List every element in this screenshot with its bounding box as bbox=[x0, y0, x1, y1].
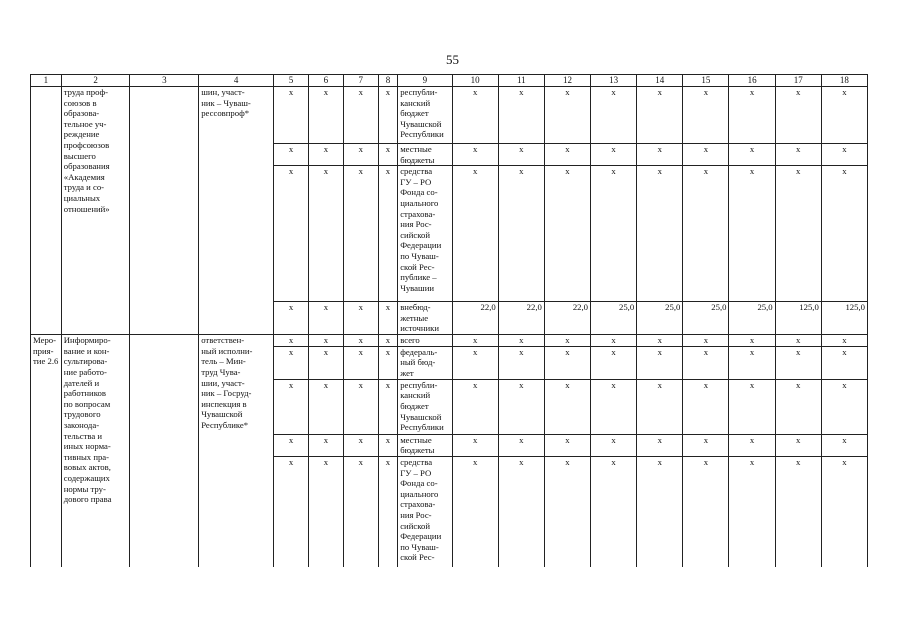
code-cell: x bbox=[274, 346, 309, 379]
value-cell: x bbox=[544, 456, 590, 567]
code-cell: x bbox=[308, 87, 343, 144]
cell-line: реждение bbox=[63, 129, 100, 140]
cell-line: прия- bbox=[33, 345, 54, 356]
column-header: 7 bbox=[343, 75, 378, 87]
cell-line: средства bbox=[400, 166, 433, 177]
cell-line: ный исполни- bbox=[201, 345, 253, 356]
column-header: 13 bbox=[591, 75, 637, 87]
value-cell: x bbox=[821, 456, 867, 567]
cell-line: Чувашской bbox=[400, 118, 442, 129]
value-cell: x bbox=[452, 379, 498, 434]
value-cell: x bbox=[452, 144, 498, 166]
code-cell: x bbox=[274, 456, 309, 567]
code-cell: x bbox=[343, 346, 378, 379]
column-header: 3 bbox=[130, 75, 199, 87]
cell-line: сийской bbox=[400, 520, 430, 531]
code-cell: x bbox=[343, 166, 378, 302]
value-cell: x bbox=[729, 456, 775, 567]
cell-line: федераль- bbox=[400, 346, 438, 357]
value-cell: 22,0 bbox=[498, 302, 544, 335]
cell-line: Чувашской bbox=[400, 411, 442, 422]
cell-line: циального bbox=[400, 488, 439, 499]
value-cell: x bbox=[729, 434, 775, 456]
value-cell: x bbox=[544, 379, 590, 434]
value-cell: 22,0 bbox=[544, 302, 590, 335]
cell-line: тель – Мин- bbox=[201, 356, 246, 367]
value-cell: x bbox=[775, 434, 821, 456]
code-cell: x bbox=[274, 166, 309, 302]
cell-line: Чувашской bbox=[201, 409, 243, 420]
value-cell: x bbox=[729, 335, 775, 347]
cell-line: ния Рос- bbox=[400, 509, 432, 520]
value-cell: x bbox=[452, 87, 498, 144]
cell-line: вание и кон- bbox=[63, 345, 110, 356]
program-measures-table bbox=[30, 74, 868, 567]
code-cell: x bbox=[308, 144, 343, 166]
cell-line: ответствен- bbox=[201, 335, 245, 346]
value-cell: x bbox=[775, 379, 821, 434]
funding-source-cell bbox=[398, 87, 452, 144]
code-cell: x bbox=[343, 302, 378, 335]
code-cell: x bbox=[343, 87, 378, 144]
cell-line: Информиро- bbox=[63, 335, 111, 346]
cell-line: трудового bbox=[63, 409, 101, 420]
value-cell: 25,0 bbox=[729, 302, 775, 335]
value-cell: x bbox=[591, 379, 637, 434]
code-cell: x bbox=[378, 335, 397, 347]
value-cell: x bbox=[452, 346, 498, 379]
cell-line: труд Чува- bbox=[201, 366, 241, 377]
code-cell: x bbox=[308, 166, 343, 302]
cell-line: местные bbox=[400, 434, 432, 445]
cell-line: источники bbox=[400, 323, 440, 334]
value-cell: 125,0 bbox=[821, 302, 867, 335]
cell-line: жетные bbox=[400, 312, 429, 323]
cell-line: ник – Госруд- bbox=[201, 388, 252, 399]
value-cell: x bbox=[452, 166, 498, 302]
code-cell: x bbox=[343, 434, 378, 456]
code-cell: x bbox=[378, 87, 397, 144]
cell-line: сультирова- bbox=[63, 356, 108, 367]
value-cell: x bbox=[821, 166, 867, 302]
cell-line: Федерации bbox=[400, 531, 442, 542]
value-cell: x bbox=[544, 346, 590, 379]
cell-line: образова- bbox=[63, 108, 100, 119]
cell-line: бюджет bbox=[400, 400, 429, 411]
cell-line: Фонда со- bbox=[400, 478, 438, 489]
cell-line: республи- bbox=[400, 87, 438, 97]
column-header: 6 bbox=[308, 75, 343, 87]
value-cell: 25,0 bbox=[683, 302, 729, 335]
value-cell: x bbox=[683, 87, 729, 144]
code-cell: x bbox=[343, 335, 378, 347]
value-cell: x bbox=[637, 87, 683, 144]
code-cell: x bbox=[308, 379, 343, 434]
code-cell: x bbox=[378, 456, 397, 567]
code-cell: x bbox=[378, 144, 397, 166]
value-cell: 22,0 bbox=[452, 302, 498, 335]
cell-line: ния Рос- bbox=[400, 219, 432, 230]
value-cell: x bbox=[683, 335, 729, 347]
column-header: 5 bbox=[274, 75, 309, 87]
code-cell: x bbox=[274, 144, 309, 166]
value-cell: x bbox=[683, 346, 729, 379]
value-cell: x bbox=[591, 456, 637, 567]
page-number: 55 bbox=[446, 52, 459, 67]
column-header: 14 bbox=[637, 75, 683, 87]
value-cell: x bbox=[498, 379, 544, 434]
value-cell: x bbox=[637, 456, 683, 567]
empty-cell bbox=[130, 335, 199, 568]
funding-source-cell bbox=[398, 456, 452, 567]
value-cell: x bbox=[591, 166, 637, 302]
empty-cell bbox=[130, 87, 199, 335]
value-cell: x bbox=[729, 144, 775, 166]
funding-source-cell bbox=[398, 379, 452, 434]
cell-line: ный бюд- bbox=[400, 357, 436, 368]
value-cell: 125,0 bbox=[775, 302, 821, 335]
value-cell: x bbox=[729, 166, 775, 302]
funding-source-cell bbox=[398, 335, 452, 347]
column-header: 2 bbox=[61, 75, 130, 87]
value-cell: x bbox=[498, 456, 544, 567]
code-cell: x bbox=[378, 379, 397, 434]
code-cell: x bbox=[343, 456, 378, 567]
table-row bbox=[31, 335, 868, 347]
cell-line: ГУ – РО bbox=[400, 467, 432, 478]
cell-line: бюджеты bbox=[400, 154, 435, 165]
value-cell: x bbox=[591, 144, 637, 166]
value-cell: x bbox=[637, 166, 683, 302]
executor-cell bbox=[199, 87, 274, 335]
value-cell: x bbox=[821, 335, 867, 347]
column-header: 15 bbox=[683, 75, 729, 87]
cell-line: Республики bbox=[400, 129, 444, 140]
value-cell: x bbox=[821, 346, 867, 379]
column-header: 4 bbox=[199, 75, 274, 87]
value-cell: x bbox=[729, 346, 775, 379]
measure-id-cell bbox=[31, 335, 62, 568]
value-cell: x bbox=[821, 379, 867, 434]
cell-line: иных норма- bbox=[63, 441, 111, 452]
value-cell: 25,0 bbox=[637, 302, 683, 335]
cell-line: высшего bbox=[63, 150, 96, 161]
cell-line: публике – bbox=[400, 272, 437, 283]
value-cell: x bbox=[683, 379, 729, 434]
code-cell: x bbox=[274, 434, 309, 456]
cell-line: всего bbox=[400, 335, 420, 346]
cell-line: шии, участ- bbox=[201, 377, 245, 388]
value-cell: x bbox=[498, 144, 544, 166]
value-cell: x bbox=[683, 434, 729, 456]
code-cell: x bbox=[308, 302, 343, 335]
code-cell: x bbox=[308, 434, 343, 456]
column-header: 17 bbox=[775, 75, 821, 87]
code-cell: x bbox=[308, 456, 343, 567]
cell-line: рессовпроф* bbox=[201, 108, 250, 119]
cell-line: «Академия bbox=[63, 171, 105, 182]
value-cell: x bbox=[775, 87, 821, 144]
value-cell: x bbox=[498, 87, 544, 144]
cell-line: ГУ – РО bbox=[400, 176, 432, 187]
value-cell: x bbox=[637, 346, 683, 379]
value-cell: x bbox=[591, 335, 637, 347]
cell-line: инспекция в bbox=[201, 398, 247, 409]
cell-line: содержащих bbox=[63, 472, 110, 483]
cell-line: Республики bbox=[400, 422, 444, 433]
measure-name-cell bbox=[61, 335, 130, 568]
measure-id-cell bbox=[31, 87, 62, 335]
value-cell: x bbox=[498, 434, 544, 456]
value-cell: x bbox=[821, 144, 867, 166]
value-cell: x bbox=[544, 434, 590, 456]
value-cell: x bbox=[544, 87, 590, 144]
executor-cell bbox=[199, 335, 274, 568]
value-cell: x bbox=[683, 144, 729, 166]
cell-line: местные bbox=[400, 144, 432, 154]
funding-source-cell bbox=[398, 346, 452, 379]
cell-line: нормы тру- bbox=[63, 483, 106, 494]
cell-line: Меро- bbox=[33, 335, 57, 346]
cell-line: труда проф- bbox=[63, 87, 108, 97]
cell-line: ник – Чуваш- bbox=[201, 97, 251, 108]
column-header: 12 bbox=[544, 75, 590, 87]
code-cell: x bbox=[308, 346, 343, 379]
value-cell: x bbox=[775, 166, 821, 302]
value-cell: x bbox=[637, 379, 683, 434]
cell-line: союзов в bbox=[63, 97, 97, 108]
value-cell: x bbox=[729, 87, 775, 144]
cell-line: ской Рес- bbox=[400, 552, 435, 563]
value-cell: x bbox=[452, 335, 498, 347]
code-cell: x bbox=[274, 302, 309, 335]
cell-line: бюджет bbox=[400, 108, 429, 119]
cell-line: дового права bbox=[63, 494, 112, 505]
cell-line: тивных пра- bbox=[63, 451, 110, 462]
cell-line: по Чуваш- bbox=[400, 541, 439, 552]
cell-line: республи- bbox=[400, 379, 438, 390]
cell-line: дателей и bbox=[63, 377, 100, 388]
cell-line: средства bbox=[400, 456, 433, 467]
cell-line: Республике* bbox=[201, 419, 249, 430]
funding-source-cell bbox=[398, 302, 452, 335]
value-cell: x bbox=[498, 346, 544, 379]
cell-line: страхова- bbox=[400, 208, 436, 219]
code-cell: x bbox=[274, 87, 309, 144]
funding-source-cell bbox=[398, 144, 452, 166]
column-header: 8 bbox=[378, 75, 397, 87]
value-cell: x bbox=[452, 434, 498, 456]
table-row bbox=[31, 87, 868, 144]
value-cell: x bbox=[544, 166, 590, 302]
cell-line: шин, участ- bbox=[201, 87, 245, 97]
cell-line: вовых актов, bbox=[63, 462, 111, 473]
cell-line: бюджеты bbox=[400, 445, 435, 456]
cell-line: канский bbox=[400, 97, 431, 108]
cell-line: тие 2.6 bbox=[33, 356, 59, 367]
value-cell: x bbox=[775, 335, 821, 347]
code-cell: x bbox=[343, 379, 378, 434]
code-cell: x bbox=[274, 335, 309, 347]
cell-line: жет bbox=[400, 367, 414, 378]
measure-name-cell bbox=[61, 87, 130, 335]
cell-line: тельства и bbox=[63, 430, 103, 441]
code-cell: x bbox=[308, 335, 343, 347]
value-cell: x bbox=[591, 434, 637, 456]
value-cell: x bbox=[544, 335, 590, 347]
column-header: 11 bbox=[498, 75, 544, 87]
cell-line: отношений» bbox=[63, 203, 110, 214]
code-cell: x bbox=[378, 302, 397, 335]
cell-line: сийской bbox=[400, 229, 430, 240]
value-cell: x bbox=[775, 456, 821, 567]
value-cell: x bbox=[775, 346, 821, 379]
value-cell: x bbox=[452, 456, 498, 567]
value-cell: x bbox=[821, 87, 867, 144]
cell-line: циальных bbox=[63, 192, 101, 203]
funding-source-cell bbox=[398, 434, 452, 456]
cell-line: ской Рес- bbox=[400, 261, 435, 272]
column-header: 18 bbox=[821, 75, 867, 87]
cell-line: ние работо- bbox=[63, 366, 107, 377]
value-cell: x bbox=[637, 434, 683, 456]
value-cell: x bbox=[683, 456, 729, 567]
cell-line: законода- bbox=[63, 419, 100, 430]
value-cell: x bbox=[591, 346, 637, 379]
value-cell: x bbox=[775, 144, 821, 166]
cell-line: Фонда со- bbox=[400, 187, 438, 198]
column-header: 16 bbox=[729, 75, 775, 87]
code-cell: x bbox=[378, 166, 397, 302]
code-cell: x bbox=[378, 346, 397, 379]
cell-line: Чувашии bbox=[400, 282, 435, 293]
value-cell: x bbox=[729, 379, 775, 434]
value-cell: x bbox=[821, 434, 867, 456]
header-row bbox=[31, 75, 868, 87]
column-header: 10 bbox=[452, 75, 498, 87]
value-cell: x bbox=[637, 144, 683, 166]
cell-line: внебюд- bbox=[400, 302, 431, 313]
column-header: 9 bbox=[398, 75, 452, 87]
value-cell: 25,0 bbox=[591, 302, 637, 335]
column-header: 1 bbox=[31, 75, 62, 87]
code-cell: x bbox=[343, 144, 378, 166]
cell-line: по Чуваш- bbox=[400, 250, 439, 261]
cell-line: работников bbox=[63, 388, 106, 399]
cell-line: Федерации bbox=[400, 240, 442, 251]
value-cell: x bbox=[544, 144, 590, 166]
cell-line: профсоюзов bbox=[63, 139, 110, 150]
value-cell: x bbox=[498, 335, 544, 347]
value-cell: x bbox=[637, 335, 683, 347]
value-cell: x bbox=[591, 87, 637, 144]
cell-line: страхова- bbox=[400, 499, 436, 510]
code-cell: x bbox=[274, 379, 309, 434]
cell-line: канский bbox=[400, 390, 431, 401]
value-cell: x bbox=[683, 166, 729, 302]
cell-line: тельное уч- bbox=[63, 118, 107, 129]
funding-source-cell bbox=[398, 166, 452, 302]
cell-line: труда и со- bbox=[63, 182, 105, 193]
cell-line: циального bbox=[400, 197, 439, 208]
code-cell: x bbox=[378, 434, 397, 456]
cell-line: образования bbox=[63, 161, 110, 172]
value-cell: x bbox=[498, 166, 544, 302]
cell-line: по вопросам bbox=[63, 398, 111, 409]
